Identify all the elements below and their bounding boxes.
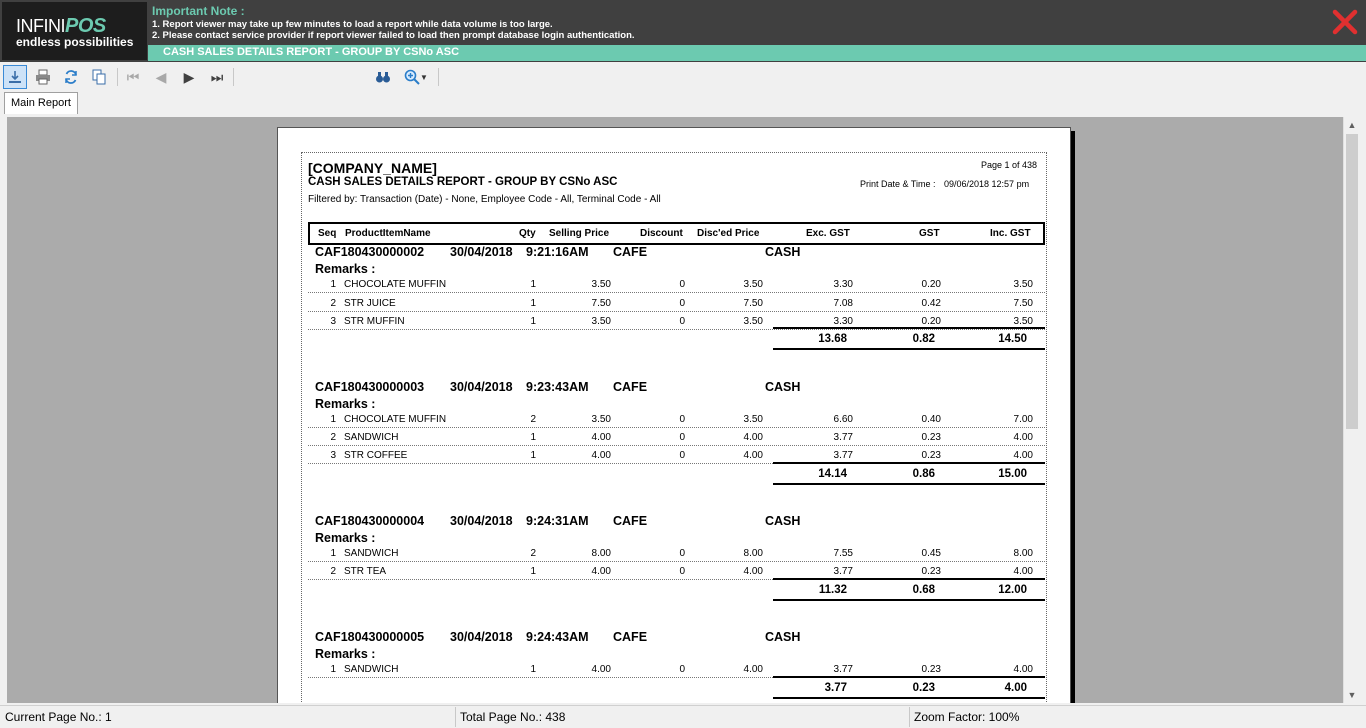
transaction-number: CAF180430000003: [315, 380, 425, 394]
binoculars-icon: [375, 69, 391, 85]
remarks-label: Remarks :: [315, 647, 376, 661]
item-inc: 4.00: [1013, 664, 1033, 675]
col-selling-price: Selling Price: [549, 228, 610, 239]
tab-main-report[interactable]: Main Report: [4, 92, 78, 114]
col-inc-gst: Inc. GST: [990, 228, 1031, 239]
column-header: [308, 222, 1045, 245]
transaction-time: 9:24:31AM: [526, 514, 589, 528]
item-exc: 3.77: [833, 664, 853, 675]
total-inc-gst: 15.00: [998, 468, 1027, 480]
item-disc-price: 3.50: [743, 414, 763, 425]
transaction-outlet: CAFE: [613, 514, 648, 528]
transaction-time: 9:24:43AM: [526, 630, 589, 644]
refresh-button[interactable]: [59, 65, 83, 89]
total-inc-gst: 12.00: [998, 584, 1027, 596]
item-discount: 0: [679, 432, 685, 443]
item-price: 4.00: [591, 566, 611, 577]
item-name: STR TEA: [344, 566, 387, 577]
item-seq: 2: [330, 432, 336, 443]
item-disc-price: 7.50: [743, 298, 763, 309]
item-seq: 3: [330, 450, 336, 461]
total-exc-gst: 3.77: [824, 682, 847, 694]
total-gst: 0.82: [912, 333, 935, 345]
item-qty: 2: [530, 548, 536, 559]
report-filter: Filtered by: Transaction (Date) - None, Employee Code - All, Terminal Code - All: [308, 194, 661, 205]
chevron-down-icon: ▼: [420, 72, 428, 82]
remarks-label: Remarks :: [315, 262, 376, 276]
item-price: 4.00: [591, 432, 611, 443]
item-discount: 0: [679, 548, 685, 559]
item-discount: 0: [679, 414, 685, 425]
remarks-label: Remarks :: [315, 397, 376, 411]
item-name: SANDWICH: [344, 664, 399, 675]
item-qty: 1: [530, 566, 536, 577]
item-price: 4.00: [591, 664, 611, 675]
item-qty: 1: [530, 432, 536, 443]
item-gst: 0.23: [921, 566, 941, 577]
item-price: 8.00: [591, 548, 611, 559]
item-seq: 1: [330, 664, 336, 675]
item-gst: 0.20: [921, 279, 941, 290]
total-exc-gst: 14.14: [818, 468, 847, 480]
item-disc-price: 4.00: [743, 450, 763, 461]
find-button[interactable]: [371, 65, 395, 89]
report-frame: [301, 152, 1047, 703]
item-discount: 0: [679, 664, 685, 675]
item-disc-price: 3.50: [743, 279, 763, 290]
item-gst: 0.23: [921, 432, 941, 443]
copy-button[interactable]: [87, 65, 111, 89]
table-row: [308, 428, 1045, 446]
item-inc: 3.50: [1013, 316, 1033, 327]
item-seq: 2: [330, 566, 336, 577]
transaction-number: CAF180430000005: [315, 630, 425, 644]
item-exc: 3.77: [833, 566, 853, 577]
item-exc: 6.60: [833, 414, 853, 425]
status-total-pages: Total Page No.: 438: [460, 710, 566, 724]
item-qty: 1: [530, 450, 536, 461]
print-date-label: Print Date & Time :: [860, 179, 936, 189]
item-gst: 0.20: [921, 316, 941, 327]
item-name: SANDWICH: [344, 548, 399, 559]
transaction-payment: CASH: [765, 245, 801, 259]
transaction-outlet: CAFE: [613, 630, 648, 644]
report-tabs: [0, 90, 1366, 114]
total-gst: 0.86: [912, 468, 935, 480]
report-viewer[interactable]: [7, 117, 1343, 703]
remarks-label: Remarks :: [315, 531, 376, 545]
transaction-time: 9:23:43AM: [526, 380, 589, 394]
app-header: [0, 0, 1366, 62]
transaction-number: CAF180430000004: [315, 514, 425, 528]
item-price: 7.50: [591, 298, 611, 309]
total-inc-gst: 4.00: [1004, 682, 1027, 694]
note-title: Important Note :: [152, 4, 245, 18]
col-discount: Discount: [640, 228, 683, 239]
item-discount: 0: [679, 298, 685, 309]
item-name: STR JUICE: [344, 298, 396, 309]
status-current-page: Current Page No.: 1: [5, 710, 112, 724]
table-row: [308, 410, 1045, 428]
item-name: CHOCOLATE MUFFIN: [344, 279, 447, 290]
item-qty: 1: [530, 298, 536, 309]
company-name: [COMPANY_NAME]: [308, 160, 437, 176]
next-page-button[interactable]: [177, 65, 201, 89]
transaction-date: 30/04/2018: [450, 514, 513, 528]
item-exc: 3.77: [833, 450, 853, 461]
item-discount: 0: [679, 566, 685, 577]
zoom-button[interactable]: [399, 65, 433, 89]
item-inc: 4.00: [1013, 566, 1033, 577]
item-exc: 3.30: [833, 279, 853, 290]
item-inc: 8.00: [1013, 548, 1033, 559]
important-note: [152, 4, 635, 41]
report-toolbar: [0, 62, 1366, 90]
item-inc: 4.00: [1013, 432, 1033, 443]
item-qty: 1: [530, 316, 536, 327]
note-line-2: 2. Please contact service provider if report viewer failed to load then prompt database login authentication.: [152, 30, 635, 41]
item-price: 3.50: [591, 414, 611, 425]
transaction-date: 30/04/2018: [450, 245, 513, 259]
transaction-time: 9:21:16AM: [526, 245, 589, 259]
copy-icon: [91, 69, 107, 85]
item-exc: 7.08: [833, 298, 853, 309]
export-icon: [7, 69, 23, 85]
item-name: SANDWICH: [344, 432, 399, 443]
item-gst: 0.40: [921, 414, 941, 425]
logo-tagline: endless possibilities: [16, 35, 134, 49]
item-gst: 0.23: [921, 450, 941, 461]
item-disc-price: 4.00: [743, 566, 763, 577]
transaction-outlet: CAFE: [613, 380, 648, 394]
item-disc-price: 3.50: [743, 316, 763, 327]
item-disc-price: 8.00: [743, 548, 763, 559]
group-total-row: [773, 462, 1045, 485]
item-exc: 3.30: [833, 316, 853, 327]
item-inc: 7.00: [1013, 414, 1033, 425]
item-discount: 0: [679, 450, 685, 461]
item-qty: 1: [530, 664, 536, 675]
note-line-1: 1. Report viewer may take up few minutes to load a report while data volume is too large.: [152, 19, 553, 30]
col-gst: GST: [919, 228, 940, 239]
item-inc: 4.00: [1013, 450, 1033, 461]
report-title-bar: CASH SALES DETAILS REPORT - GROUP BY CSNo ASC: [148, 45, 1366, 61]
item-qty: 2: [530, 414, 536, 425]
print-button[interactable]: [31, 65, 55, 89]
item-exc: 7.55: [833, 548, 853, 559]
total-exc-gst: 13.68: [818, 333, 847, 345]
first-page-button[interactable]: [121, 65, 145, 89]
transaction-payment: CASH: [765, 630, 801, 644]
report-title: CASH SALES DETAILS REPORT - GROUP BY CSNo ASC: [308, 176, 618, 188]
transaction-payment: CASH: [765, 380, 801, 394]
total-gst: 0.23: [912, 682, 935, 694]
item-gst: 0.42: [921, 298, 941, 309]
item-name: STR COFFEE: [344, 450, 408, 461]
printer-icon: [35, 69, 51, 85]
status-bar: [0, 705, 1366, 728]
item-disc-price: 4.00: [743, 664, 763, 675]
first-page-icon: ⏮: [126, 68, 140, 85]
report-page: [277, 127, 1071, 703]
item-seq: 2: [330, 298, 336, 309]
total-exc-gst: 11.32: [818, 584, 847, 596]
item-discount: 0: [679, 316, 685, 327]
item-name: STR MUFFIN: [344, 316, 405, 327]
scroll-up-icon[interactable]: ▲: [1347, 120, 1357, 130]
item-price: 4.00: [591, 450, 611, 461]
last-page-icon: ⏭: [210, 68, 224, 85]
status-zoom-factor: Zoom Factor: 100%: [914, 710, 1020, 724]
item-gst: 0.45: [921, 548, 941, 559]
item-qty: 1: [530, 279, 536, 290]
transaction-payment: CASH: [765, 514, 801, 528]
table-row: [308, 544, 1045, 562]
transaction-outlet: CAFE: [613, 245, 648, 259]
export-button[interactable]: [3, 65, 27, 89]
total-gst: 0.68: [912, 584, 935, 596]
item-inc: 7.50: [1013, 298, 1033, 309]
table-row: [308, 275, 1045, 293]
item-disc-price: 4.00: [743, 432, 763, 443]
vertical-scrollbar[interactable]: [1343, 117, 1359, 703]
zoom-icon: [404, 69, 420, 85]
prev-page-button[interactable]: [149, 65, 173, 89]
item-seq: 1: [330, 414, 336, 425]
col-product-name: ProductItemName: [345, 228, 431, 239]
item-inc: 3.50: [1013, 279, 1033, 290]
print-date-value: 09/06/2018 12:57 pm: [944, 179, 1030, 189]
col-qty: Qty: [519, 228, 536, 239]
prev-page-icon: ◀: [155, 68, 167, 85]
col-seq: Seq: [318, 228, 337, 239]
infinipos-logo: INFINIPOS endless possibilities: [2, 2, 147, 60]
transaction-date: 30/04/2018: [450, 630, 513, 644]
item-discount: 0: [679, 279, 685, 290]
col-exc-gst: Exc. GST: [806, 228, 850, 239]
transaction-date: 30/04/2018: [450, 380, 513, 394]
item-exc: 3.77: [833, 432, 853, 443]
last-page-button[interactable]: [205, 65, 229, 89]
group-total-row: [773, 327, 1045, 350]
next-page-icon: ▶: [183, 68, 195, 85]
close-icon[interactable]: [1332, 9, 1358, 35]
item-seq: 1: [330, 548, 336, 559]
item-seq: 3: [330, 316, 336, 327]
group-total-row: [773, 676, 1045, 699]
item-price: 3.50: [591, 316, 611, 327]
item-gst: 0.23: [921, 664, 941, 675]
group-total-row: [773, 578, 1045, 601]
item-name: CHOCOLATE MUFFIN: [344, 414, 447, 425]
col-disc-price: Disc'ed Price: [697, 228, 760, 239]
scroll-thumb[interactable]: [1346, 134, 1358, 429]
refresh-icon: [63, 69, 79, 85]
table-row: [308, 294, 1045, 312]
item-seq: 1: [330, 279, 336, 290]
transaction-number: CAF180430000002: [315, 245, 425, 259]
item-price: 3.50: [591, 279, 611, 290]
total-inc-gst: 14.50: [998, 333, 1027, 345]
page-of-label: Page 1 of 438: [981, 160, 1038, 170]
scroll-down-icon[interactable]: ▼: [1347, 690, 1357, 700]
